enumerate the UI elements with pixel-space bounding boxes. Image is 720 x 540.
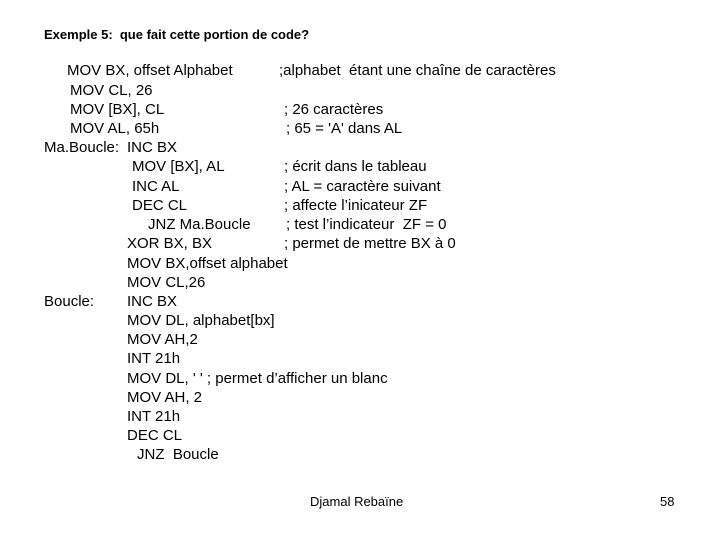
code-line-18: MOV AH, 2 <box>127 389 203 406</box>
slide-title: Exemple 5: que fait cette portion de code? <box>44 27 310 42</box>
code-line-10: XOR BX, BX <box>127 235 213 252</box>
code-line-8: DEC CL <box>132 197 188 214</box>
code-line-2: MOV CL, 26 <box>70 82 153 99</box>
code-comment-10: ; permet de mettre BX à 0 <box>284 235 456 252</box>
code-line-13: INC BX <box>127 293 178 310</box>
code-line-20: DEC CL <box>127 427 183 444</box>
code-line-19: INT 21h <box>127 408 181 425</box>
code-line-21: JNZ Boucle <box>137 446 219 463</box>
code-label-maboucle: Ma.Boucle: <box>44 139 120 156</box>
code-line-6: MOV [BX], AL <box>132 158 225 175</box>
code-label-boucle: Boucle: <box>44 293 95 310</box>
code-line-9: JNZ Ma.Boucle <box>148 216 251 233</box>
code-comment-9: ; test l’indicateur ZF = 0 <box>286 216 447 233</box>
footer-author: Djamal Rebaïne <box>310 494 404 509</box>
code-line-3: MOV [BX], CL <box>70 101 165 118</box>
code-comment-7: ; AL = caractère suivant <box>284 178 441 195</box>
code-comment-6: ; écrit dans le tableau <box>284 158 427 175</box>
page-number: 58 <box>660 494 675 509</box>
code-line-4: MOV AL, 65h <box>70 120 160 137</box>
code-comment-4: ; 65 = 'A' dans AL <box>286 120 403 137</box>
code-comment-1: ;alphabet étant une chaîne de caractères <box>279 62 556 79</box>
code-line-15: MOV AH,2 <box>127 331 198 348</box>
code-line-17: MOV DL, ' ' ; permet d’afficher un blanc <box>127 370 388 387</box>
code-comment-3: ; 26 caractères <box>284 101 384 118</box>
code-line-1: MOV BX, offset Alphabet <box>67 62 233 79</box>
code-comment-8: ; affecte l’inicateur ZF <box>284 197 428 214</box>
code-line-11: MOV BX,offset alphabet <box>127 255 288 272</box>
code-line-7: INC AL <box>132 178 180 195</box>
code-line-12: MOV CL,26 <box>127 274 206 291</box>
code-line-14: MOV DL, alphabet[bx] <box>127 312 275 329</box>
code-line-5: INC BX <box>127 139 178 156</box>
code-line-16: INT 21h <box>127 350 181 367</box>
